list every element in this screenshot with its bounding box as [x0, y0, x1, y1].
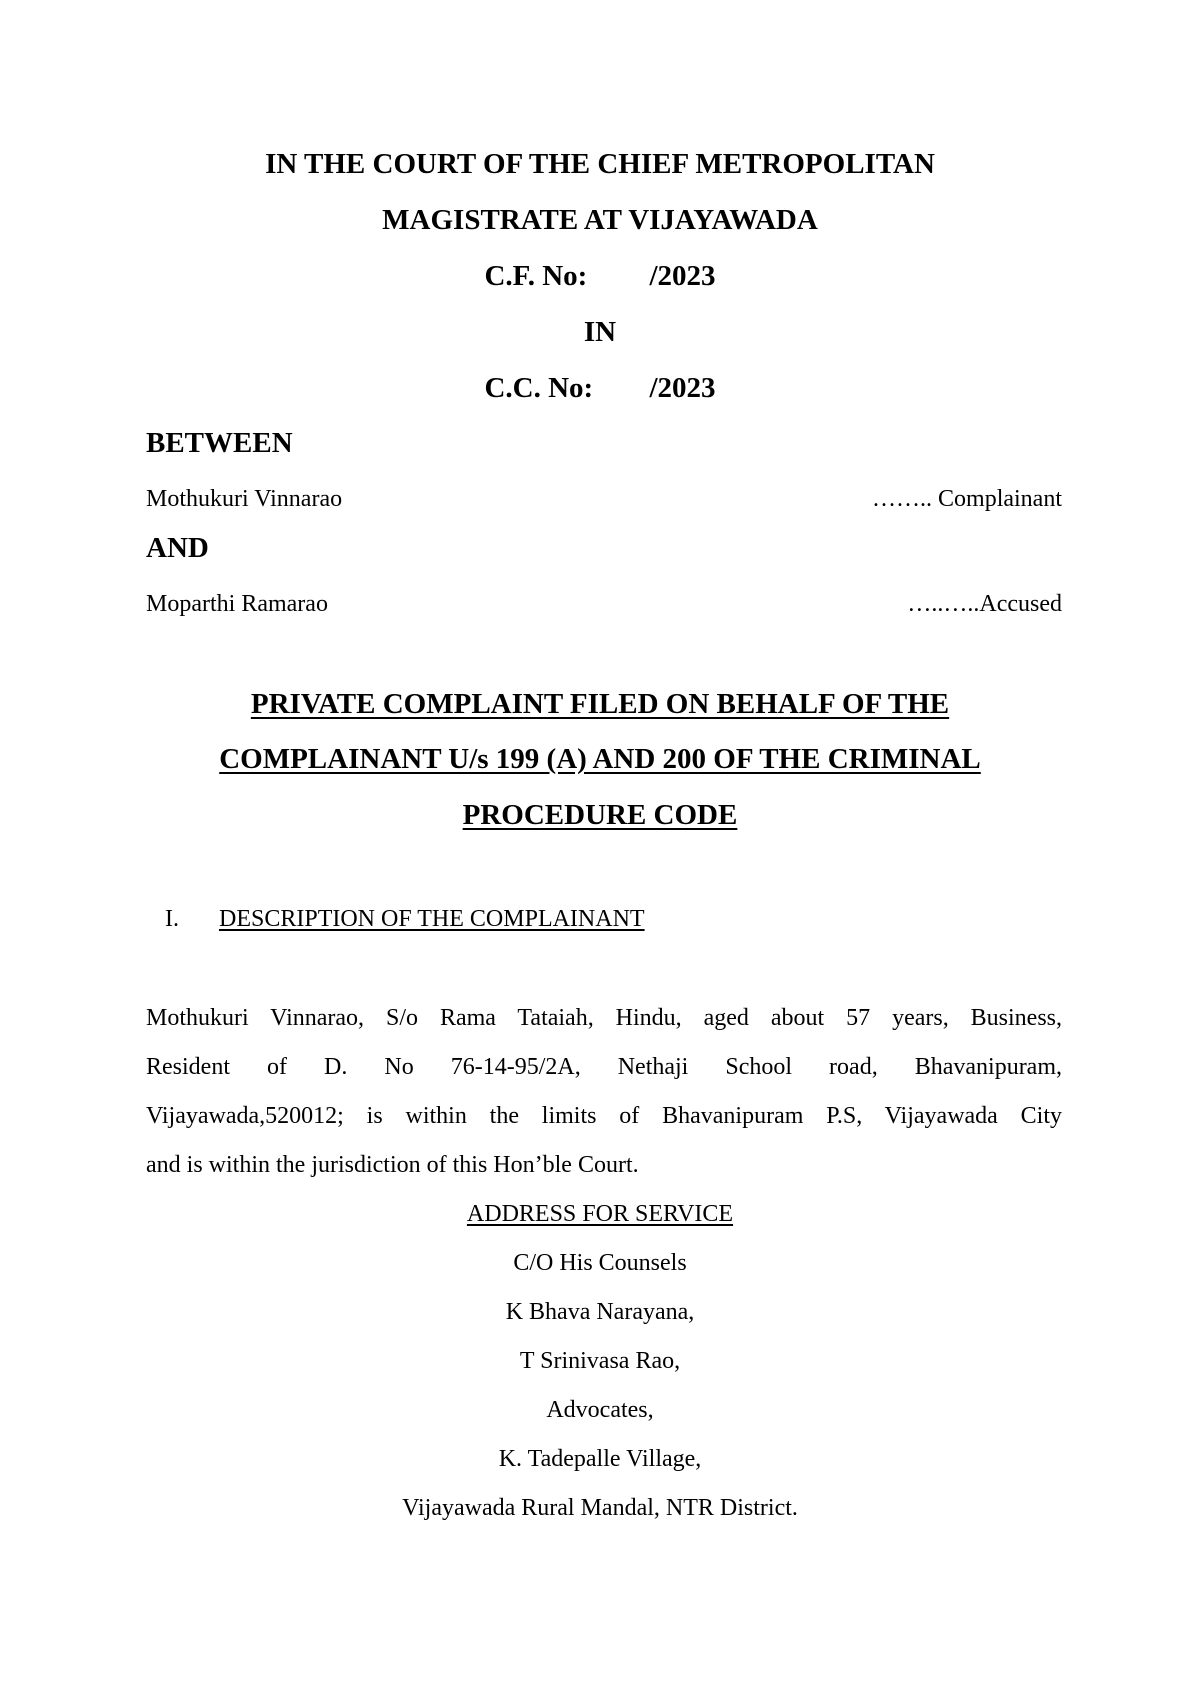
cc-number-line [0, 372, 1200, 405]
accused-row [146, 591, 1062, 618]
court-heading-line-1: IN THE COURT OF THE CHIEF METROPOLITAN [265, 148, 935, 180]
in-connector: IN [583, 316, 617, 348]
section-1-heading [165, 906, 645, 933]
address-for-service-heading: ADDRESS FOR SERVICE [466, 1201, 734, 1227]
paragraph-line: Resident of D. No 76-14-95/2A, Nethaji School road, Bhavanipuram, [146, 1054, 1062, 1080]
paragraph-line: Vijayawada,520012; is within the limits of Bhavanipuram P.S, Vijayawada City [146, 1103, 1062, 1129]
complaint-title-line-2: COMPLAINANT U/s 199 (A) AND 200 OF THE CRIMINAL [219, 743, 981, 775]
address-line: T Srinivasa Rao, [519, 1348, 681, 1374]
paragraph-line: Mothukuri Vinnarao, S/o Rama Tataiah, Hindu, aged about 57 years, Business, [146, 1005, 1062, 1031]
cf-number-label: C.F. No: [484, 260, 588, 292]
accused-name: Moparthi Ramarao [146, 591, 328, 617]
complaint-title-line-3: PROCEDURE CODE [462, 799, 738, 831]
address-line: C/O His Counsels [513, 1250, 687, 1276]
cf-number-line [0, 260, 1200, 293]
cc-number-label: C.C. No: [484, 372, 594, 404]
address-line: K Bhava Narayana, [505, 1299, 695, 1325]
between-heading: BETWEEN [146, 427, 293, 459]
complainant-name: Mothukuri Vinnarao [146, 486, 343, 512]
section-1-number: I. [165, 906, 179, 932]
accused-role: …..…..Accused [907, 591, 1062, 617]
cc-number-year: /2023 [649, 372, 716, 404]
complaint-title-line-1: PRIVATE COMPLAINT FILED ON BEHALF OF THE [250, 688, 950, 720]
complainant-role: …….. Complainant [872, 486, 1062, 512]
section-1-title: DESCRIPTION OF THE COMPLAINANT [219, 906, 645, 932]
complainant-row [146, 486, 1062, 513]
paragraph-line: and is within the jurisdiction of this Hon’ble Court. [146, 1152, 639, 1178]
address-line: Vijayawada Rural Mandal, NTR District. [402, 1495, 798, 1521]
cf-number-year: /2023 [649, 260, 716, 292]
address-line: Advocates, [546, 1397, 654, 1423]
court-heading-line-2: MAGISTRATE AT VIJAYAWADA [382, 204, 818, 236]
complainant-description-paragraph [146, 994, 1062, 1190]
address-line: K. Tadepalle Village, [498, 1446, 702, 1472]
and-heading: AND [146, 532, 209, 564]
